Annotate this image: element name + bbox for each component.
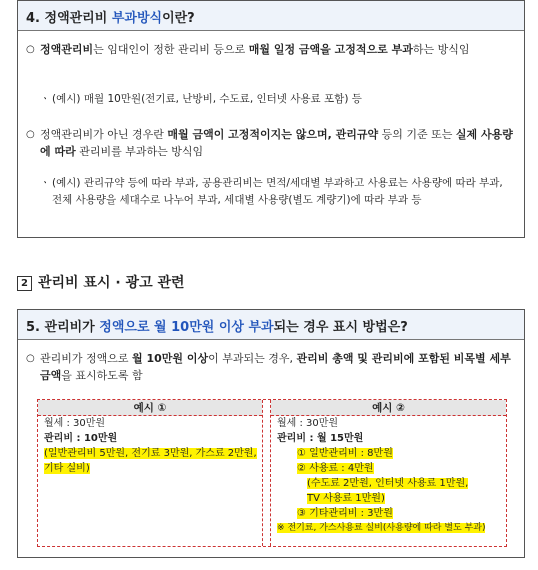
q4-paragraph-1 <box>26 41 516 58</box>
q4-sub-1-text: (예시) 매월 10만원(전기료, 난방비, 수도료, 인터넷 사용료 포함) 등 <box>52 93 362 105</box>
q4-p2-bold2: 실제 사용량에 따라 <box>40 128 513 158</box>
example-2-fee: 관리비 : 월 15만원 <box>277 433 364 444</box>
example-2-item-2-detail-a: (수도료 2만원, 인터넷 사용료 1만원, <box>307 478 469 489</box>
q5-text3: 을 표시하도록 함 <box>61 369 143 382</box>
example-2-item-2: ② 사용료 : 4만원 <box>297 463 374 474</box>
section-2-title: 관리비 표시 · 광고 관련 <box>38 275 185 291</box>
q4-sub-2-text: (예시) 관리규약 등에 따라 부과, 공용관리비는 면적/세대별 부과하고 사용료는 사용량에 따라 부과, 전체 사용량을 세대수로 나누어 부과, 세대별 사용량(별도 계량기)에 따라 부과 등 <box>52 177 503 206</box>
q4-p2-text1: 정액관리비가 아닌 경우란 <box>40 128 168 141</box>
bullet-circle: ○ <box>26 129 35 140</box>
q4-sub-1 <box>40 91 516 108</box>
q4-paragraph-2 <box>26 126 516 160</box>
q4-title-prefix: 4. 정액관리비 <box>26 11 112 26</box>
example-1-detail-2: 기타 실비) <box>44 463 90 474</box>
q4-p1-text1: 는 임대인이 정한 관리비 등으로 <box>93 43 249 56</box>
q4-p1-bold2: 매월 일정 금액을 고정적으로 부과 <box>248 43 413 56</box>
q4-p2-text2: 등의 기준 또는 <box>378 128 456 141</box>
bullet-dot: ㆍ <box>40 93 51 105</box>
example-2-note: ※ 전기료, 가스사용료 실비(사용량에 따라 별도 부과) <box>277 523 486 533</box>
example-1-detail-1: (일반관리비 5만원, 전기료 3만원, 가스료 2만원, <box>44 448 257 459</box>
example-1 <box>38 400 263 546</box>
q4-p2-bold1: 매월 금액이 고정적이지는 않으며, 관리규약 <box>167 128 379 141</box>
examples-table <box>37 399 507 547</box>
bullet-dot: ㆍ <box>40 177 51 189</box>
q4-p2-text3: 관리비를 부과하는 방식임 <box>75 145 204 158</box>
example-2-item-3: ③ 기타관리비 : 3만원 <box>297 508 393 519</box>
example-2-item-2-detail-b: TV 사용료 1만원) <box>307 493 385 504</box>
example-2-rent: 월세 : 30만원 <box>277 418 339 429</box>
q5-bold2: 관리비 총액 및 관리비에 포함된 비목별 세부 금액 <box>40 352 511 382</box>
q4-title <box>18 1 524 31</box>
section-number-box: 2 <box>17 276 32 291</box>
example-1-fee: 관리비 : 10만원 <box>44 433 118 444</box>
example-2-header: 예시 ② <box>271 400 506 416</box>
example-2 <box>270 400 506 546</box>
q4-title-highlight: 부과방식 <box>111 11 163 26</box>
q4-p1-bold: 정액관리비 <box>40 43 94 56</box>
q5-title-prefix: 5. 관리비가 <box>26 320 100 335</box>
q5-title-suffix: 되는 경우 표시 방법은? <box>273 320 408 335</box>
bullet-circle: ○ <box>26 44 35 55</box>
q4-title-suffix: 이란? <box>162 11 195 26</box>
example-2-item-1: ① 일반관리비 : 8만원 <box>297 448 393 459</box>
q5-title-highlight: 정액으로 월 10만원 이상 부과 <box>99 320 274 335</box>
q5-bold1: 월 10만원 이상 <box>132 352 209 365</box>
q5-text2: 이 부과되는 경우, <box>208 352 297 365</box>
example-1-rent: 월세 : 30만원 <box>44 418 106 429</box>
section-2-heading <box>17 272 185 292</box>
example-1-header: 예시 ① <box>38 400 262 416</box>
q4-p1-text2: 하는 방식임 <box>412 43 470 56</box>
q4-box <box>17 0 525 238</box>
q5-text1: 관리비가 정액으로 <box>40 352 133 365</box>
q4-sub-2 <box>40 175 516 209</box>
bullet-circle: ○ <box>26 353 35 364</box>
q5-paragraph <box>26 350 516 384</box>
q5-title <box>18 310 524 340</box>
